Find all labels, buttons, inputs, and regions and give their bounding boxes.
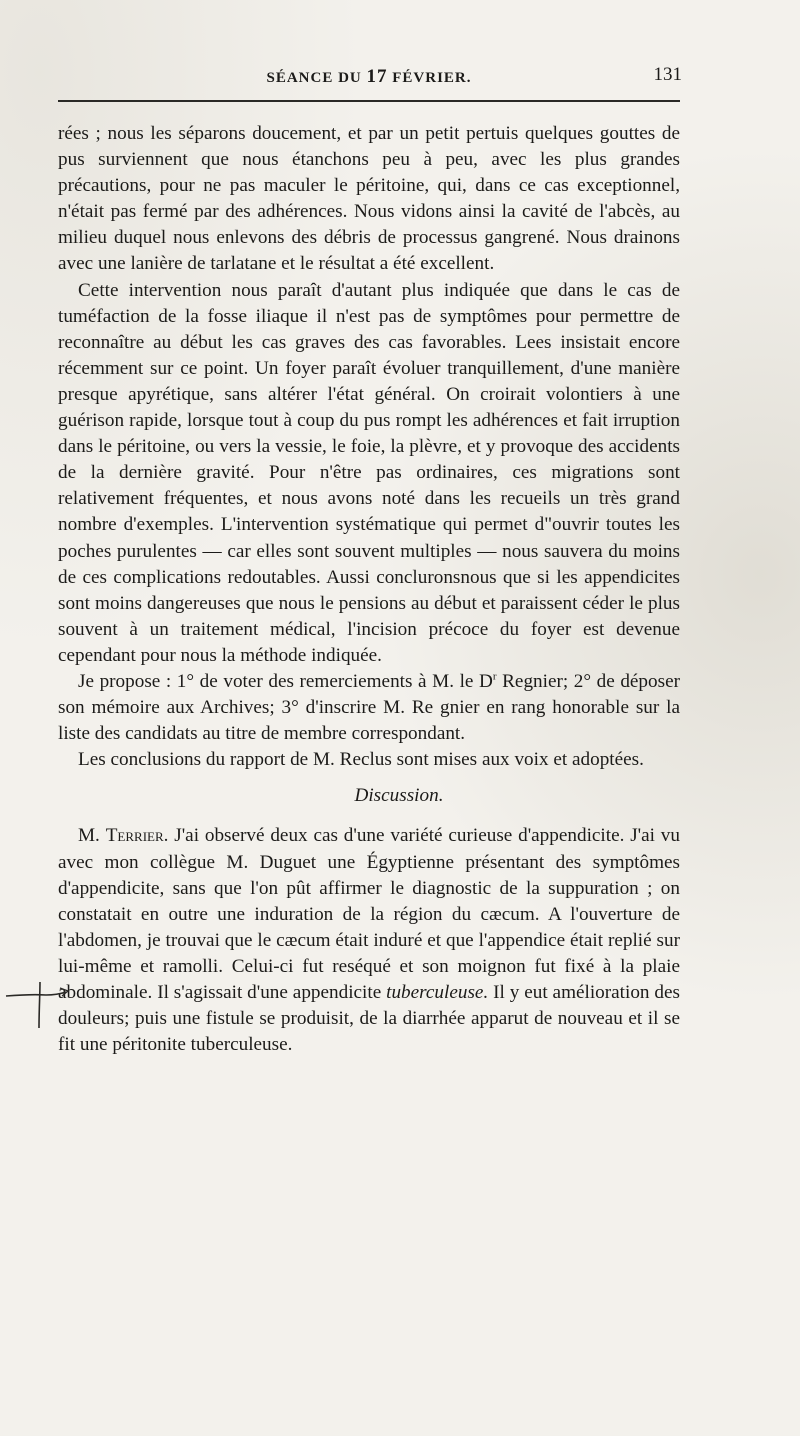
paragraph-5-italic: tuberculeuse. bbox=[386, 982, 489, 1003]
paragraph-5 bbox=[58, 823, 680, 1058]
doctor-superscript: r bbox=[492, 670, 497, 683]
running-title-prefix: SÉANCE DU bbox=[266, 70, 362, 86]
paragraph-2: Cette intervention nous paraît d'autant plus indiquée que dans le cas de tuméfaction de la fosse iliaque il n'est pas de symptômes pour permettre de reconnaître au début les cas graves des cas favorables. Lees insistait encore récemment sur ce point. Un foyer paraît évoluer tranquillement, d'une manière presque apyrétique, sans altérer l'état général. On croirait volontiers à une guérison rapide, lorsque tout à coup du pus rompt les adhérences et fait irruption dans le péritoine, ou vers la vessie, le foie, la plèvre, et y provoque des accidents de la dernière gravité. Pour n'être pas ordinaires, ces migrations sont relativement fréquentes, et nous avons noté dans les recueils un très grand nombre d'exemples. L'intervention systématique qui permet d"ouvrir toutes les poches purulentes — car elles sont souvent multiples — nous sauvera du moins de ces complications redoutables. Aussi concluronsnous que si les appendicites sont moins dangereuses que nous le pensions au début et paraissent céder le plus souvent à un traitement médical, l'incision précoce du foyer est devenue cependant pour nous la méthode indiquée. bbox=[58, 279, 680, 666]
handwritten-cross-mark-icon bbox=[4, 980, 74, 1030]
paragraph-3 bbox=[58, 669, 680, 747]
page-number: 131 bbox=[653, 64, 682, 85]
running-title-day: 17 bbox=[366, 66, 388, 87]
paragraph-3-part-a: Je propose : 1° de voter des remerciements à M. le D bbox=[78, 670, 493, 692]
running-title bbox=[58, 66, 680, 88]
speaker-name: Terrier bbox=[105, 825, 164, 847]
paragraph-5-part-a: . J'ai observé deux cas d'une variété curieuse d'appendicite. J'ai vu avec mon collègue M. Duguet une Égyptienne présentant des symptômes d'appendicite, sans que l'on pût affirmer le diagnostic de la suppuration ; on constatait en outre une induration de la région du cæcum. A l'ouverture de l'abdomen, je trouvai que le cæcum était induré et que l'appendice était replié sur lui-même et ramolli. Celui-ci fut reséqué et son moignon fut fixé à la plaie abdominale. Il s'agissait d'une appendicite bbox=[58, 825, 680, 1003]
paragraph-1: rées ; nous les séparons doucement, et par un petit pertuis quelques gouttes de pus surviennent que nous étanchons peu à peu, avec les plus grandes précautions, pour ne pas maculer le péritoine, qui, dans ce cas exceptionnel, n'était pas fermé par des adhérences. Nous vidons ainsi la cavité de l'abcès, au milieu duquel nous enlevons des débris de processus gangrené. Nous drainons avec une lanière de tarlatane et le résultat a été excellent. bbox=[58, 123, 680, 275]
body-text bbox=[58, 121, 680, 1058]
running-head bbox=[58, 66, 680, 90]
header-rule bbox=[58, 100, 680, 102]
running-title-month: FÉVRIER. bbox=[392, 70, 472, 86]
section-heading: Discussion. bbox=[354, 785, 444, 807]
speaker-prefix: M. bbox=[78, 825, 106, 847]
paragraph-3-part-b: Regnier; 2° de déposer son mémoire aux Archives; 3° d'inscrire M. Re gnier en rang honorable sur la liste des candidats au titre de membre correspondant. bbox=[58, 670, 680, 745]
paragraph-4: Les conclusions du rapport de M. Reclus sont mises aux voix et adoptées. bbox=[78, 749, 644, 771]
paragraph-5-part-b: Il y eut amélioration des douleurs; puis une fistule se produisit, de la diarrhée apparut de nouveau et il se fit une péritonite tuberculeuse. bbox=[58, 982, 680, 1056]
